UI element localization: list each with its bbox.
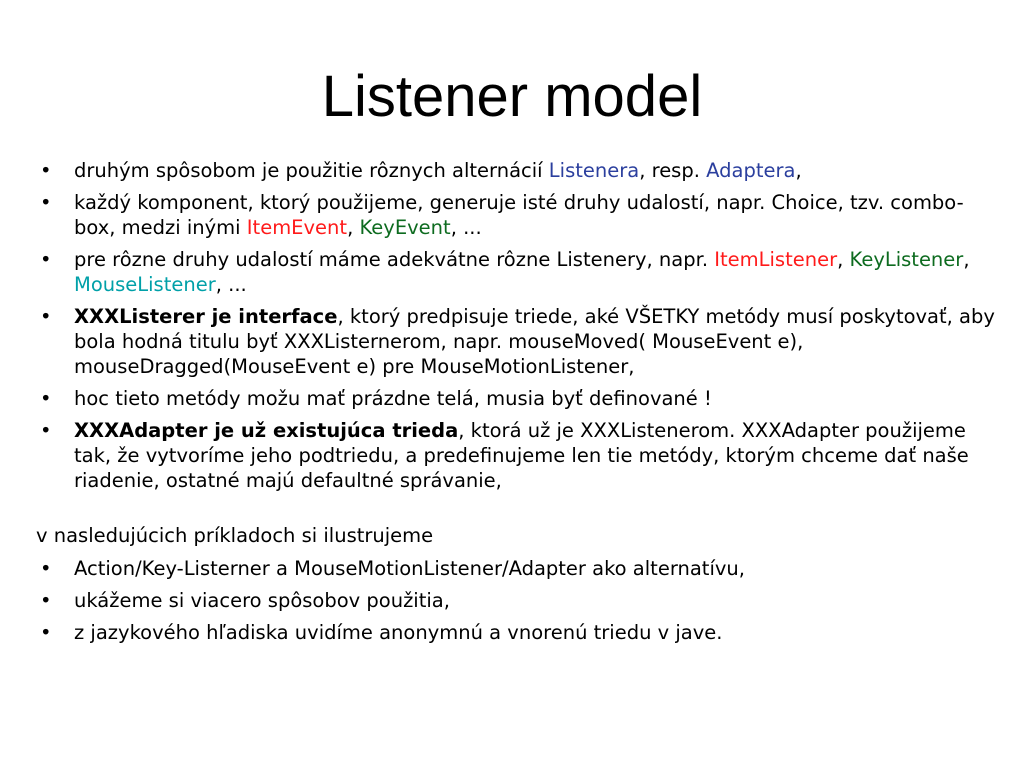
slide-title: Listener model xyxy=(321,64,703,129)
example-item-1 xyxy=(36,556,996,581)
bullet-item-2 xyxy=(36,190,996,240)
bullet-icon: • xyxy=(40,621,52,644)
bullet-icon: • xyxy=(40,387,52,410)
bullet-icon: • xyxy=(40,589,52,612)
bullet-icon: • xyxy=(40,557,52,580)
listenera-term: Listenera xyxy=(548,159,640,182)
bullet-text: , ktorý predpisuje triede, aké VŠETKY metódy musí poskytovať, aby bola hodná titulu byť XXXListernerom, napr. mouseMoved( MouseEvent e), mouseDragged(MouseEvent e) pre MouseMotionListener, xyxy=(74,305,995,378)
itemevent-term: ItemEvent xyxy=(246,216,348,239)
bullet-item-6 xyxy=(36,418,996,493)
bullet-text: , xyxy=(347,216,360,239)
bullet-text: z jazykového hľadiska uvidíme anonymnú a vnorenú triedu v jave. xyxy=(74,621,723,644)
bullet-text: , xyxy=(963,248,970,271)
bullet-icon: • xyxy=(40,248,52,271)
bullet-text: , xyxy=(795,159,802,182)
bullet-text: Action/Key-Listerner a MouseMotionListener/Adapter ako alternatívu, xyxy=(74,557,745,580)
bullet-item-4 xyxy=(36,304,996,379)
slide-body xyxy=(36,158,996,652)
keylistener-term: KeyListener xyxy=(849,248,964,271)
example-item-3 xyxy=(36,620,996,645)
bullet-icon: • xyxy=(40,419,52,442)
bullet-item-3 xyxy=(36,247,996,297)
bullet-icon: • xyxy=(40,191,52,214)
bullet-text: , ... xyxy=(215,273,247,296)
bullet-item-5 xyxy=(36,386,996,411)
bullet-text: hoc tieto metódy možu mať prázdne telá, musia byť definované ! xyxy=(74,387,712,410)
bullet-list-examples xyxy=(36,556,996,645)
itemlistener-term: ItemListener xyxy=(714,248,838,271)
adaptera-term: Adaptera xyxy=(706,159,796,182)
bullet-text: pre rôzne druhy udalostí máme adekvátne rôzne Listenery, napr. xyxy=(74,248,715,271)
bullet-text: , ktorá už je XXXListenerom. XXXAdapter použijeme tak, že vytvoríme jeho podtriedu, a predefinujeme len tie metódy, ktorým chceme dať naše riadenie, ostatné majú defaultné správanie, xyxy=(74,419,969,492)
bullet-text: , resp. xyxy=(639,159,707,182)
bullet-text: , ... xyxy=(450,216,482,239)
bullet-icon: • xyxy=(40,305,52,328)
bold-term: XXXListerer je interface xyxy=(74,305,338,328)
example-item-2 xyxy=(36,588,996,613)
bullet-text: , xyxy=(837,248,850,271)
keyevent-term: KeyEvent xyxy=(359,216,451,239)
bullet-item-1 xyxy=(36,158,996,183)
bold-term: XXXAdapter je už existujúca trieda xyxy=(74,419,459,442)
bullet-list-main xyxy=(36,158,996,493)
examples-intro: v nasledujúcich príkladoch si ilustrujeme xyxy=(36,524,434,547)
bullet-text: druhým spôsobom je použitie rôznych alternácií xyxy=(74,159,549,182)
bullet-text: ukážeme si viacero spôsobov použitia, xyxy=(74,589,450,612)
bullet-icon: • xyxy=(40,159,52,182)
mouselistener-term: MouseListener xyxy=(74,273,216,296)
bullet-text: každý komponent, ktorý použijeme, generuje isté druhy udalostí, napr. Choice, tzv. combo-box, medzi inými xyxy=(74,191,964,239)
